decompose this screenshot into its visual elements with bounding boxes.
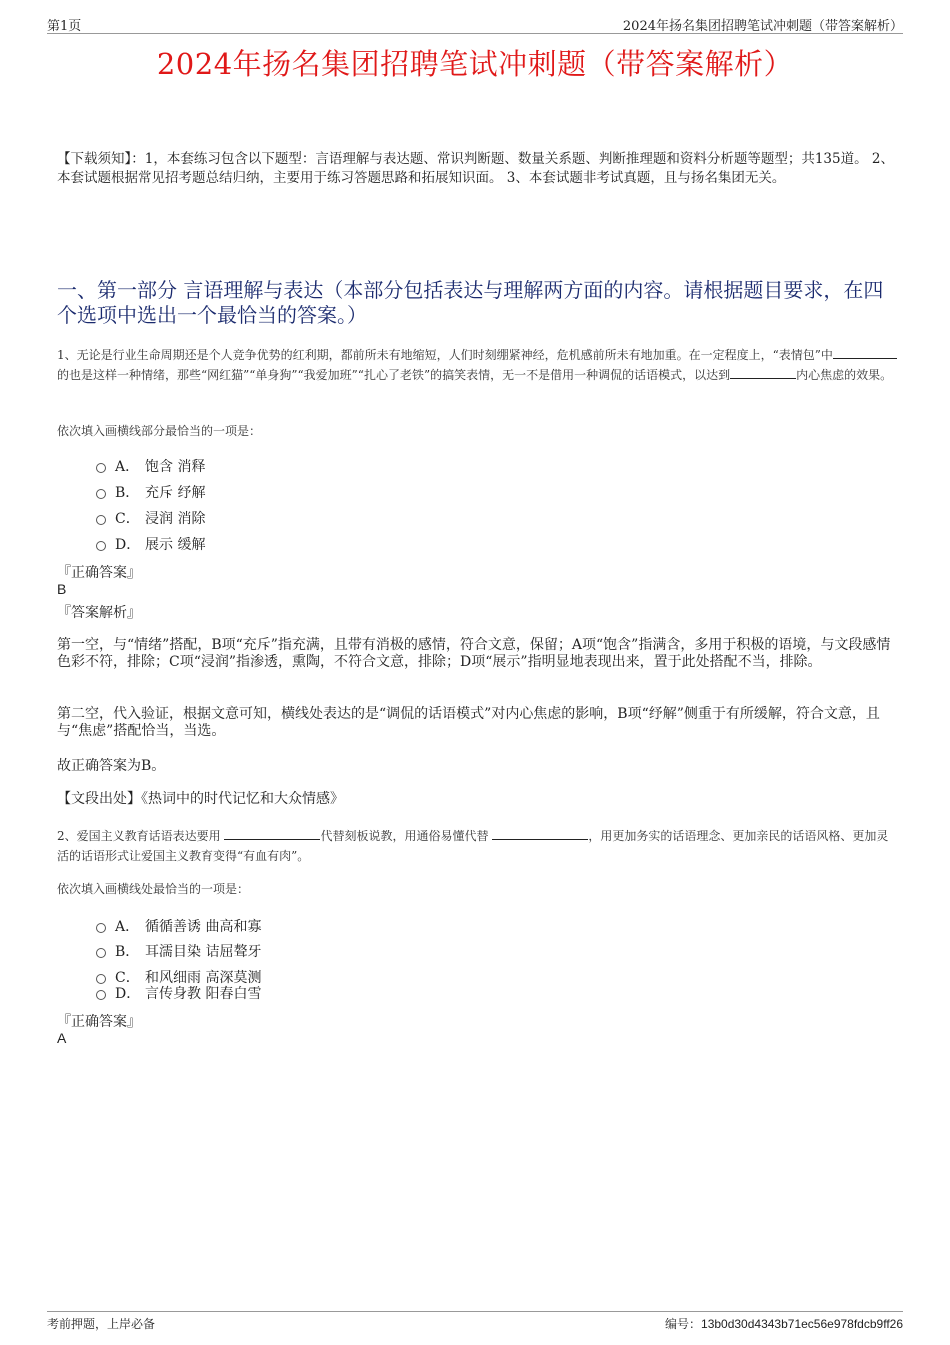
question-1-text-b: 的也是这样一种情绪，那些“网红猫”“单身狗”“我爱加班”“扎心了老铁”的搞笑表情，无一不是借用一种调侃的话语模式，以达到 [57, 368, 731, 382]
option-text: 饱含 消释 [145, 459, 206, 475]
option-letter: C． [115, 511, 140, 527]
question-1-text-a: 1、无论是行业生命周期还是个人竞争优势的红利期，都前所未有地缩短，人们时刻绷紧神经，危机感前所未有地加重。在一定程度上，“表情包”中 [57, 348, 833, 362]
footer-slogan: 考前押题，上岸必备 [47, 1317, 156, 1331]
question-1-text-c: 内心焦虑的效果。 [796, 368, 893, 382]
option-letter: A． [115, 919, 140, 935]
radio-icon[interactable] [96, 489, 106, 499]
question-2-instruction: 依次填入画横线处最恰当的一项是： [57, 882, 250, 896]
option-text: 充斥 纾解 [145, 485, 206, 501]
blank-1 [833, 346, 897, 359]
question-2-text-c: ，用更加务实的话语理念、更加亲民的话语风格、更加灵活的话语形式让爱国主义教育变得“有血有肉”。 [57, 829, 889, 863]
option-text: 耳濡目染 诘屈聱牙 [145, 944, 262, 960]
footer-code [665, 1315, 903, 1332]
option-text: 和风细雨 高深莫测 [145, 970, 262, 986]
question-1-text [57, 345, 899, 385]
radio-icon[interactable] [96, 515, 106, 525]
footer-code-label: 编号： [665, 1317, 702, 1331]
q1-conclusion: 故正确答案为B。 [57, 758, 166, 774]
section-heading: 一、第一部分 言语理解与表达（本部分包括表达与理解两方面的内容。请根据题目要求，在四个选项中选出一个最恰当的答案。） [57, 278, 884, 327]
radio-icon[interactable] [96, 923, 106, 933]
page-number-label: 第1页 [47, 19, 82, 34]
option-letter: B． [115, 944, 140, 960]
question-2-text [57, 826, 899, 866]
option-letter: B． [115, 485, 140, 501]
question-2-text-a: 2、爱国主义教育话语表达要用 [57, 829, 221, 843]
option-letter: A． [115, 459, 140, 475]
q1-answer-label: 『正确答案』 [57, 565, 141, 581]
q1-analysis-1: 第一空，与“情绪”搭配，B项“充斥”指充满，且带有消极的感情，符合文意，保留；A项“饱含”指满含，多用于积极的语境，与文段感情色彩不符，排除；C项“浸润”指渗透，熏陶，不符合文意，排除；D项“展示”指明显地表现出来，置于此处搭配不当，排除。 [57, 637, 891, 670]
radio-icon[interactable] [96, 948, 106, 958]
radio-icon[interactable] [96, 541, 106, 551]
header-doc-title: 2024年扬名集团招聘笔试冲刺题（带答案解析） [622, 19, 903, 34]
radio-icon[interactable] [96, 990, 106, 1000]
radio-icon[interactable] [96, 463, 106, 473]
option-letter: C． [115, 970, 140, 986]
question-2-text-b: 代替刻板说教，用通俗易懂代替 [320, 829, 489, 843]
document-title: 2024年扬名集团招聘笔试冲刺题（带答案解析） [156, 47, 794, 81]
download-notice: 【下载须知】：1，本套练习包含以下题型：言语理解与表达题、常识判断题、数量关系题、判断推理题和资料分析题等题型；共135道。 2、本套试题根据常见招考题总结归纳，主要用于练习答题思路和拓展知识面。 3、本套试题非考试真题，且与扬名集团无关。 [57, 151, 894, 186]
footer-code-value: 13b0d30d4343b71ec56e978fdcb9ff26 [701, 1317, 903, 1331]
q1-analysis-label: 『答案解析』 [57, 605, 141, 621]
q1-analysis-2: 第二空，代入验证，根据文意可知，横线处表达的是“调侃的话语模式”对内心焦虑的影响，B项“纾解”侧重于有所缓解，符合文意，且与“焦虑”搭配恰当，当选。 [57, 706, 880, 739]
option-letter: D． [115, 986, 141, 1002]
q2-answer-label: 『正确答案』 [57, 1014, 141, 1030]
radio-icon[interactable] [96, 974, 106, 984]
option-text: 言传身教 阳春白雪 [145, 986, 262, 1002]
page-header [47, 14, 903, 34]
option-letter: D． [115, 537, 141, 553]
option-text: 循循善诱 曲高和寡 [145, 919, 262, 935]
question-1-instruction: 依次填入画横线部分最恰当的一项是： [57, 424, 262, 438]
q2-answer: A [57, 1030, 67, 1046]
blank-1 [224, 827, 320, 840]
blank-2 [492, 827, 588, 840]
blank-2 [730, 366, 796, 379]
option-text: 展示 缓解 [145, 537, 206, 553]
q1-answer: B [57, 581, 67, 597]
page-footer [47, 1311, 903, 1334]
option-text: 浸润 消除 [145, 511, 206, 527]
q1-source: 【文段出处】《热词中的时代记忆和大众情感》 [57, 791, 344, 807]
